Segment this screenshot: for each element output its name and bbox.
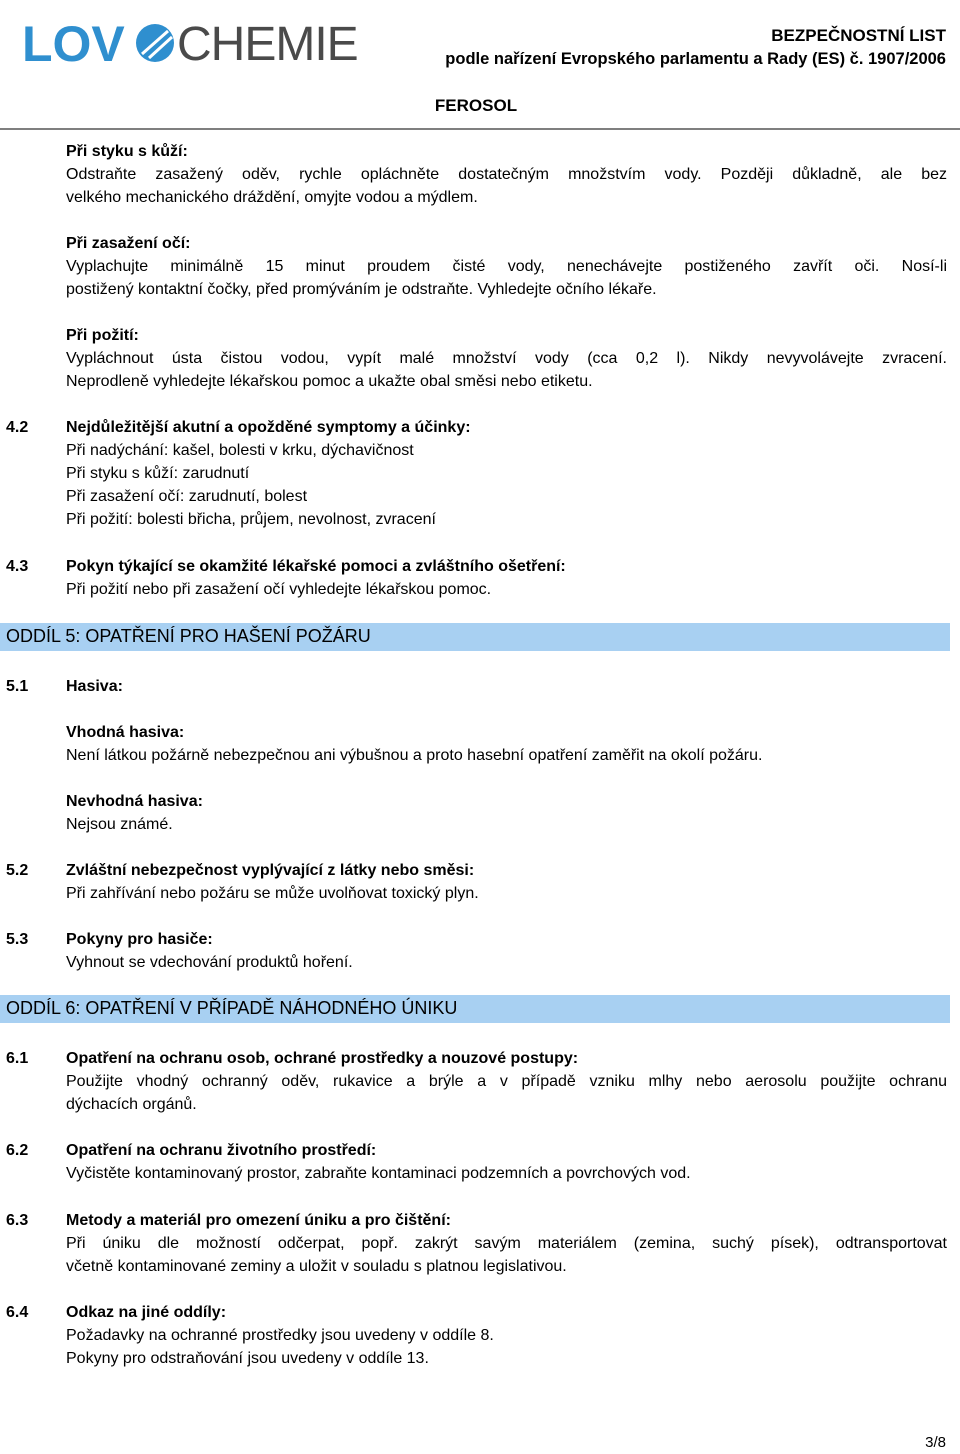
- section-6-2-title: Opatření na ochranu životního prostředí:: [66, 1142, 377, 1159]
- section-6-4-number: 6.4: [6, 1304, 29, 1321]
- section-4-2-title: Nejdůležitější akutní a opožděné symptomy a účinky:: [66, 419, 471, 436]
- section-6-4-line-1: Požadavky na ochranné prostředky jsou uvedeny v oddíle 8.: [66, 1327, 494, 1344]
- ingestion-title: Při požití:: [66, 327, 139, 344]
- symptom-line: Při požití: bolesti břicha, průjem, nevolnost, zvracení: [66, 511, 436, 528]
- ingestion-line-2: Neprodleně vyhledejte lékařskou pomoc a ukažte obal směsi nebo etiketu.: [66, 373, 593, 390]
- skin-contact-line-2: velkého mechanického dráždění, omyjte vodou a mýdlem.: [66, 189, 478, 206]
- regulation-reference: podle nařízení Evropského parlamentu a Rady (ES) č. 1907/2006: [445, 50, 946, 68]
- document-title: BEZPEČNOSTNÍ LIST: [771, 26, 946, 45]
- section-5-3-title: Pokyny pro hasiče:: [66, 931, 213, 948]
- company-logo: [22, 14, 362, 70]
- suitable-media-text: Není látkou požárně nebezpečnou ani výbušnou a proto hasební opatření zaměřit na okolí požáru.: [66, 747, 763, 764]
- section-4-3-text: Při požití nebo při zasažení očí vyhledejte lékařskou pomoc.: [66, 581, 492, 598]
- section-6-heading-band: [0, 995, 950, 1023]
- svg-text:CHEMIE: CHEMIE: [177, 18, 358, 70]
- section-6-3-title: Metody a materiál pro omezení úniku a pro čištění:: [66, 1212, 451, 1229]
- section-6-3-number: 6.3: [6, 1212, 29, 1229]
- skin-contact-title: Při styku s kůží:: [66, 143, 188, 160]
- section-5-3-number: 5.3: [6, 931, 29, 948]
- header-divider: [0, 128, 960, 130]
- section-6-heading: ODDÍL 6: OPATŘENÍ V PŘÍPADĚ NÁHODNÉHO ÚNIKU: [6, 998, 458, 1018]
- section-5-2-number: 5.2: [6, 862, 29, 879]
- section-6-4-title: Odkaz na jiné oddíly:: [66, 1304, 227, 1321]
- suitable-media-title: Vhodná hasiva:: [66, 724, 185, 741]
- eye-contact-line-2: postižený kontaktní čočky, před promýváním je odstraňte. Vyhledejte očního lékaře.: [66, 281, 657, 298]
- unsuitable-media-title: Nevhodná hasiva:: [66, 793, 203, 810]
- ingestion-line-1: Vypláchnout ústa čistou vodou, vypít malé množství vody (cca 0,2 l). Nikdy nevyvolávejte zvracení.: [66, 350, 947, 367]
- section-6-1-line-1: Použijte vhodný ochranný oděv, rukavice a brýle a v případě vzniku mlhy nebo aerosolu použijte ochranu: [66, 1073, 947, 1090]
- section-5-3-text: Vyhnout se vdechování produktů hoření.: [66, 954, 353, 971]
- section-5-1-number: 5.1: [6, 678, 29, 695]
- section-5-2-title: Zvláštní nebezpečnost vyplývající z látky nebo směsi:: [66, 862, 475, 879]
- section-4-3-title: Pokyn týkající se okamžité lékařské pomoci a zvláštního ošetření:: [66, 558, 566, 575]
- symptom-line: Při nadýchání: kašel, bolesti v krku, dýchavičnost: [66, 442, 414, 459]
- section-6-2-text: Vyčistěte kontaminovaný prostor, zabraňte kontaminaci podzemních a povrchových vod.: [66, 1165, 691, 1182]
- skin-contact-line-1: Odstraňte zasažený oděv, rychle opláchněte dostatečným množstvím vody. Později důkladně, ale bez: [66, 166, 947, 183]
- symptom-line: Při styku s kůží: zarudnutí: [66, 465, 250, 482]
- svg-text:LOV: LOV: [22, 16, 125, 70]
- section-6-3-line-2: včetně kontaminované zeminy a uložit v souladu s platnou legislativou.: [66, 1258, 567, 1275]
- section-6-4-line-2: Pokyny pro odstraňování jsou uvedeny v oddíle 13.: [66, 1350, 429, 1367]
- section-6-2-number: 6.2: [6, 1142, 29, 1159]
- symptom-line: Při zasažení očí: zarudnutí, bolest: [66, 488, 308, 505]
- product-name: FEROSOL: [434, 96, 518, 115]
- section-5-heading-band: [0, 623, 950, 651]
- eye-contact-line-1: Vyplachujte minimálně 15 minut proudem čisté vody, nenechávejte postiženého zavřít oči. Nosí-li: [66, 258, 947, 275]
- section-4-2-number: 4.2: [6, 419, 29, 436]
- section-6-3-line-1: Při úniku dle možností odčerpat, popř. zakrýt savým materiálem (zemina, suchý písek), odtransportovat: [66, 1235, 947, 1252]
- section-4-3-number: 4.3: [6, 558, 29, 575]
- section-5-1-title: Hasiva:: [66, 678, 123, 695]
- section-6-1-number: 6.1: [6, 1050, 29, 1067]
- section-5-heading: ODDÍL 5: OPATŘENÍ PRO HAŠENÍ POŽÁRU: [6, 626, 371, 646]
- section-6-1-title: Opatření na ochranu osob, ochrané prostředky a nouzové postupy:: [66, 1050, 579, 1067]
- page-number: 3/8: [925, 1434, 946, 1451]
- eye-contact-title: Při zasažení očí:: [66, 235, 191, 252]
- unsuitable-media-text: Nejsou známé.: [66, 816, 173, 833]
- section-5-2-text: Při zahřívání nebo požáru se může uvolňovat toxický plyn.: [66, 885, 479, 902]
- section-6-1-line-2: dýchacích orgánů.: [66, 1096, 197, 1113]
